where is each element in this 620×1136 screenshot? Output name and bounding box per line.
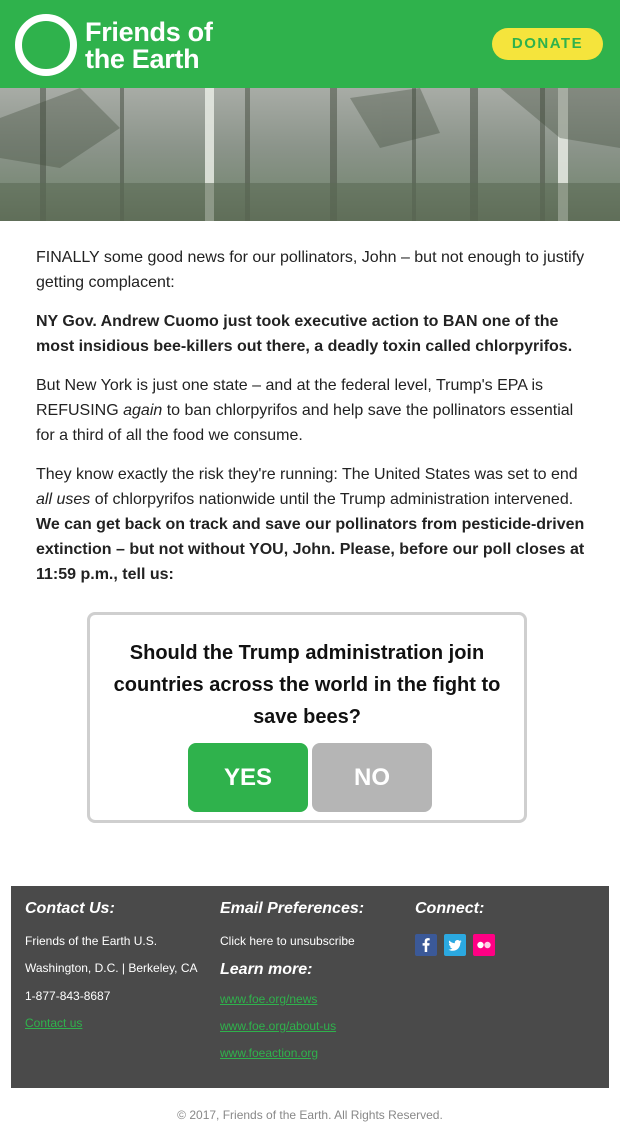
footer-email-column [220, 900, 400, 1061]
emphasis-all-uses: all uses [36, 491, 91, 508]
logo-line-2: the Earth [85, 44, 200, 74]
emphasis-again: again [123, 402, 163, 419]
contact-org: Friends of the Earth U.S. [25, 934, 158, 948]
footer-contact-column [25, 900, 205, 1031]
paragraph-risk-text-1: They know exactly the risk they're running: The United States was set to end [36, 466, 578, 483]
poll-box [87, 612, 527, 823]
paragraph-epa-text-1: But New York is just one state – and at the federal level, Trump's EPA is REFUSING [36, 377, 544, 419]
friends-of-the-earth-logo[interactable] [15, 14, 225, 74]
email-preferences-heading: Email Preferences: [220, 900, 365, 917]
unsubscribe-link[interactable]: Click here to unsubscribe [220, 934, 355, 948]
poll-question: Should the Trump administration join countries across the world in the fight to save bees? [113, 642, 501, 728]
contact-us-link[interactable]: Contact us [25, 1016, 83, 1030]
header-bar [0, 0, 620, 88]
connect-heading: Connect: [415, 900, 485, 917]
logo-circle-icon [15, 14, 77, 76]
contact-heading: Contact Us: [25, 900, 115, 917]
twitter-icon[interactable] [444, 934, 466, 956]
paragraph-risk [36, 462, 586, 587]
logo-wordmark [85, 19, 213, 73]
yes-button[interactable]: YES [188, 743, 308, 812]
paragraph-intro: FINALLY some good news for our pollinators, John – but not enough to justify getting complacent: [36, 249, 585, 291]
contact-phone: 1-877-843-8687 [25, 989, 111, 1003]
footer [11, 886, 609, 1088]
foe-news-link[interactable]: www.foe.org/news [220, 992, 318, 1006]
facebook-icon[interactable] [415, 934, 437, 956]
paragraph-epa [36, 373, 586, 448]
paragraph-cuomo-ban: NY Gov. Andrew Cuomo just took executive action to BAN one of the most insidious bee-killers out there, a deadly toxin called chlorpyrifos. [36, 313, 573, 355]
donate-button[interactable]: DONATE [492, 28, 603, 60]
no-button[interactable]: NO [312, 743, 432, 812]
email-body-copy [36, 245, 586, 601]
foe-about-us-link[interactable]: www.foe.org/about-us [220, 1019, 337, 1033]
footer-connect-column [415, 900, 595, 918]
logo-line-1: Friends of [85, 17, 213, 47]
paragraph-call-to-action: We can get back on track and save our pollinators from pesticide-driven extinction – but not without YOU, John. Please, before our poll closes at 11:59 p.m., tell us: [36, 516, 585, 583]
copyright-notice: © 2017, Friends of the Earth. All Rights Reserved. [177, 1108, 443, 1122]
contact-address: Washington, D.C. | Berkeley, CA [25, 961, 198, 975]
paragraph-risk-text-2: of chlorpyrifos nationwide until the Trump administration intervened. [90, 491, 574, 508]
learn-more-heading: Learn more: [220, 961, 313, 978]
foeaction-link[interactable]: www.foeaction.org [220, 1046, 319, 1060]
flickr-icon[interactable] [473, 934, 495, 956]
hero-forest-image [0, 88, 620, 221]
paragraph-epa-text-2: to ban chlorpyrifos and help save the pollinators essential for a third of all the food we consume. [36, 402, 574, 444]
